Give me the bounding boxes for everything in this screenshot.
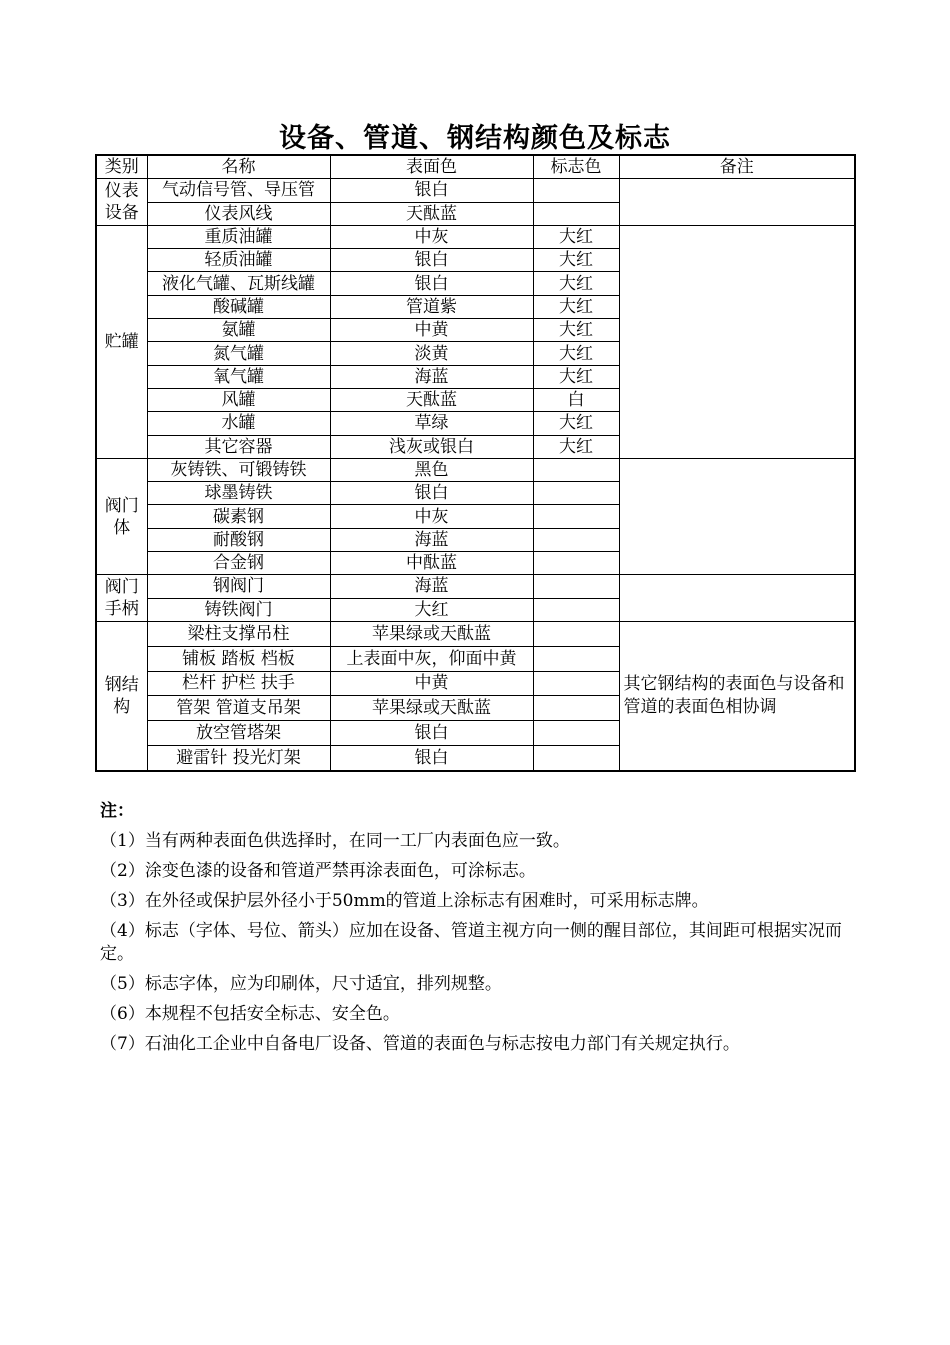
mark-color-cell: 大红 bbox=[533, 365, 619, 388]
name-cell: 合金钢 bbox=[147, 552, 330, 575]
note-item: （5）标志字体，应为印刷体，尺寸适宜，排列规整。 bbox=[100, 974, 502, 994]
mark-color-cell bbox=[533, 179, 619, 202]
remark-cell bbox=[619, 225, 855, 458]
surface-color-cell: 中黄 bbox=[330, 671, 533, 696]
name-cell: 避雷针 投光灯架 bbox=[147, 745, 330, 770]
header-name: 名称 bbox=[147, 155, 330, 179]
mark-color-cell: 大红 bbox=[533, 272, 619, 295]
notes-header: 注： bbox=[100, 801, 134, 821]
mark-color-cell bbox=[533, 575, 619, 598]
name-cell: 球墨铸铁 bbox=[147, 482, 330, 505]
surface-color-cell: 黑色 bbox=[330, 458, 533, 481]
category-cell: 贮罐 bbox=[96, 225, 147, 458]
name-cell: 氨罐 bbox=[147, 319, 330, 342]
mark-color-cell bbox=[533, 505, 619, 528]
mark-color-cell bbox=[533, 621, 619, 646]
header-surface-color: 表面色 bbox=[330, 155, 533, 179]
name-cell: 放空管塔架 bbox=[147, 721, 330, 746]
name-cell: 酸碱罐 bbox=[147, 295, 330, 318]
name-cell: 梁柱支撑吊柱 bbox=[147, 621, 330, 646]
note-item: （3）在外径或保护层外径小于50mm的管道上涂标志有困难时，可采用标志牌。 bbox=[100, 891, 709, 911]
name-cell: 重质油罐 bbox=[147, 225, 330, 248]
category-cell: 阀门手柄 bbox=[96, 575, 147, 622]
name-cell: 气动信号管、导压管 bbox=[147, 179, 330, 202]
name-cell: 灰铸铁、可锻铸铁 bbox=[147, 458, 330, 481]
name-cell: 耐酸钢 bbox=[147, 528, 330, 551]
remark-cell bbox=[619, 458, 855, 574]
mark-color-cell: 大红 bbox=[533, 249, 619, 272]
table-row bbox=[96, 621, 855, 646]
notes-section bbox=[100, 800, 845, 1063]
remark-cell bbox=[619, 179, 855, 226]
mark-color-cell bbox=[533, 552, 619, 575]
category-cell: 阀门体 bbox=[96, 458, 147, 574]
notes-list bbox=[100, 830, 845, 1056]
name-cell: 碳素钢 bbox=[147, 505, 330, 528]
name-cell: 轻质油罐 bbox=[147, 249, 330, 272]
name-cell: 风罐 bbox=[147, 388, 330, 411]
header-mark-color: 标志色 bbox=[533, 155, 619, 179]
color-table bbox=[95, 154, 856, 772]
surface-color-cell: 中灰 bbox=[330, 505, 533, 528]
name-cell: 钢阀门 bbox=[147, 575, 330, 598]
table-row bbox=[96, 575, 855, 598]
surface-color-cell: 苹果绿或天酞蓝 bbox=[330, 696, 533, 721]
note-item: （2）涂变色漆的设备和管道严禁再涂表面色，可涂标志。 bbox=[100, 861, 536, 881]
surface-color-cell: 海蓝 bbox=[330, 575, 533, 598]
mark-color-cell bbox=[533, 482, 619, 505]
note-item: （4）标志（字体、号位、箭头）应加在设备、管道主视方向一侧的醒目部位，其间距可根据实况而定。 bbox=[100, 921, 842, 964]
name-cell: 铸铁阀门 bbox=[147, 598, 330, 621]
name-cell: 仪表风线 bbox=[147, 202, 330, 225]
surface-color-cell: 浅灰或银白 bbox=[330, 435, 533, 458]
name-cell: 液化气罐、瓦斯线罐 bbox=[147, 272, 330, 295]
header-category: 类别 bbox=[96, 155, 147, 179]
remark-cell bbox=[619, 575, 855, 622]
remark-cell: 其它钢结构的表面色与设备和管道的表面色相协调 bbox=[619, 621, 855, 770]
surface-color-cell: 中黄 bbox=[330, 319, 533, 342]
table-body bbox=[96, 155, 855, 771]
mark-color-cell: 大红 bbox=[533, 295, 619, 318]
surface-color-cell: 天酞蓝 bbox=[330, 388, 533, 411]
mark-color-cell: 大红 bbox=[533, 225, 619, 248]
name-cell: 氮气罐 bbox=[147, 342, 330, 365]
surface-color-cell: 银白 bbox=[330, 272, 533, 295]
category-cell: 钢结构 bbox=[96, 621, 147, 770]
mark-color-cell: 大红 bbox=[533, 342, 619, 365]
surface-color-cell: 大红 bbox=[330, 598, 533, 621]
mark-color-cell: 白 bbox=[533, 388, 619, 411]
mark-color-cell bbox=[533, 721, 619, 746]
mark-color-cell bbox=[533, 202, 619, 225]
name-cell: 管架 管道支吊架 bbox=[147, 696, 330, 721]
mark-color-cell bbox=[533, 598, 619, 621]
table-row bbox=[96, 225, 855, 248]
surface-color-cell: 淡黄 bbox=[330, 342, 533, 365]
surface-color-cell: 银白 bbox=[330, 482, 533, 505]
surface-color-cell: 银白 bbox=[330, 179, 533, 202]
mark-color-cell bbox=[533, 646, 619, 671]
surface-color-cell: 上表面中灰，仰面中黄 bbox=[330, 646, 533, 671]
surface-color-cell: 管道紫 bbox=[330, 295, 533, 318]
table-row bbox=[96, 458, 855, 481]
surface-color-cell: 银白 bbox=[330, 721, 533, 746]
surface-color-cell: 银白 bbox=[330, 249, 533, 272]
surface-color-cell: 天酞蓝 bbox=[330, 202, 533, 225]
surface-color-cell: 海蓝 bbox=[330, 365, 533, 388]
mark-color-cell: 大红 bbox=[533, 435, 619, 458]
name-cell: 氧气罐 bbox=[147, 365, 330, 388]
mark-color-cell: 大红 bbox=[533, 412, 619, 435]
name-cell: 其它容器 bbox=[147, 435, 330, 458]
table-header-row bbox=[96, 155, 855, 179]
note-item: （7）石油化工企业中自备电厂设备、管道的表面色与标志按电力部门有关规定执行。 bbox=[100, 1034, 740, 1054]
mark-color-cell bbox=[533, 671, 619, 696]
surface-color-cell: 中灰 bbox=[330, 225, 533, 248]
category-cell: 仪表设备 bbox=[96, 179, 147, 226]
table-row bbox=[96, 179, 855, 202]
mark-color-cell: 大红 bbox=[533, 319, 619, 342]
surface-color-cell: 海蓝 bbox=[330, 528, 533, 551]
mark-color-cell bbox=[533, 458, 619, 481]
mark-color-cell bbox=[533, 745, 619, 770]
surface-color-cell: 苹果绿或天酞蓝 bbox=[330, 621, 533, 646]
name-cell: 水罐 bbox=[147, 412, 330, 435]
name-cell: 铺板 踏板 档板 bbox=[147, 646, 330, 671]
header-remark: 备注 bbox=[619, 155, 855, 179]
surface-color-cell: 银白 bbox=[330, 745, 533, 770]
note-item: （1）当有两种表面色供选择时，在同一工厂内表面色应一致。 bbox=[100, 831, 570, 851]
surface-color-cell: 草绿 bbox=[330, 412, 533, 435]
name-cell: 栏杆 护栏 扶手 bbox=[147, 671, 330, 696]
note-item: （6）本规程不包括安全标志、安全色。 bbox=[100, 1004, 400, 1024]
surface-color-cell: 中酞蓝 bbox=[330, 552, 533, 575]
mark-color-cell bbox=[533, 528, 619, 551]
mark-color-cell bbox=[533, 696, 619, 721]
page-title: 设备、管道、钢结构颜色及标志 bbox=[279, 123, 671, 154]
